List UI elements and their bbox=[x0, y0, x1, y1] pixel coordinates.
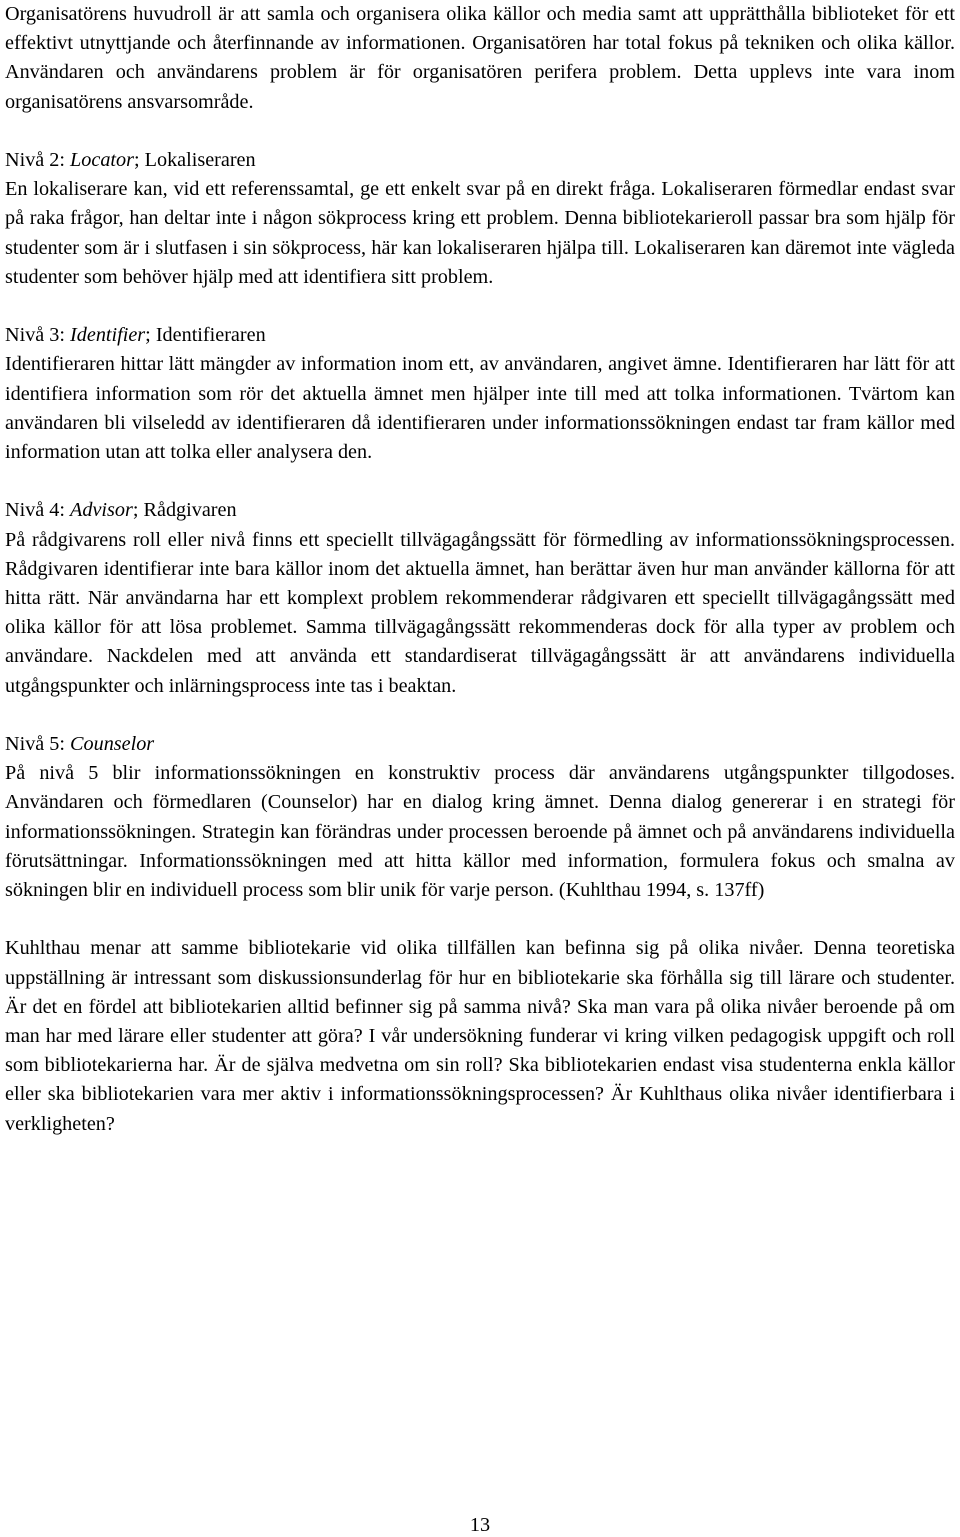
paragraph-gap bbox=[5, 701, 955, 730]
paragraph-gap bbox=[5, 905, 955, 934]
level-4-suffix: ; Rådgivaren bbox=[132, 499, 237, 522]
level-5-prefix: Nivå 5: bbox=[5, 733, 71, 756]
level-3-prefix: Nivå 3: bbox=[5, 324, 71, 347]
level-3-paragraph: Identifieraren hittar lätt mängder av information inom ett, av användaren, angivet ämne. Identifieraren har lätt för att identifiera information som rör det aktuella ämnet men hjälper inte till med att tolka informationen. Tvärtom kan användaren bli vilseledd av identifieraren då identifieraren under informationssökningen endast tar fram källor med information utan att tolka eller analysera den. bbox=[5, 353, 955, 464]
level-4-section bbox=[5, 496, 955, 700]
paragraph-gap bbox=[5, 467, 955, 496]
level-5-term: Counselor bbox=[70, 733, 155, 756]
level-5-heading bbox=[5, 730, 955, 759]
level-2-paragraph: En lokaliserare kan, vid ett referenssamtal, ge ett enkelt svar på en direkt fråga. Lokaliseraren förmedlar endast svar på raka frågor, han deltar inte i någon sökprocess kring ett problem. Denna bibliotekarieroll passar bra som hjälp för studenter som är i slutfasen i sin sökprocess, här kan lokaliseraren hjälpa till. Lokaliseraren kan däremot inte vägleda studenter som behöver hjälp med att identifiera sitt problem. bbox=[5, 178, 955, 288]
level-2-suffix: ; Lokaliseraren bbox=[133, 149, 256, 171]
level-3-section bbox=[5, 321, 955, 467]
paragraph-gap bbox=[5, 292, 955, 321]
document-page bbox=[5, 0, 955, 1139]
level-2-term: Locator bbox=[70, 149, 134, 171]
intro-paragraph: Organisatörens huvudroll är att samla och organisera olika källor och media samt att upprätthålla biblioteket för ett effektivt utnyttjande och återfinnande av informationen. Organisatören har total fokus på tekniken och olika källor. Användaren och användarens problem är för organisatören perifera problem. Detta upplevs inte vara inom organisatörens ansvarsområde. bbox=[5, 3, 955, 113]
closing-paragraph: Kuhlthau menar att samme bibliotekarie vid olika tillfällen kan befinna sig på olika nivåer. Denna teoretiska uppställning är intressant som diskussionsunderlag för hur en bibliotekarie ska förhålla sig till lärare och studenter. Är det en fördel att bibliotekarien alltid befinner sig på samma nivå? Ska man vara på olika nivåer beroende på om man har med lärare eller studenter att göra? I vår undersökning funderar vi kring vilken pedagogisk uppgift och roll som bibliotekarierna har. Är de själva medvetna om sin roll? Ska bibliotekarien endast visa studenterna enkla källor eller ska bibliotekarien vara mer aktiv i informationssökningsprocessen? Är Kuhlthaus olika nivåer identifierbara i verkligheten? bbox=[5, 937, 955, 1135]
level-4-paragraph: På rådgivarens roll eller nivå finns ett speciellt tillvägagångssätt för förmedling av informationssökningsprocessen. Rådgivaren identifierar inte bara källor inom det aktuella ämnet, han berättar även hur man använder källorna för att hitta rätt. När användarna har ett komplext problem rekommenderar rådgivaren ett speciellt tillvägagångssätt med olika källor för att lösa problemet. Samma tillvägagångssätt rekommenderas dock för alla typer av problem och användare. Nackdelen med att använda ett standardiserat tillvägagångssätt är att användarens individuella utgångspunkter och inlärningsprocess inte tas i beaktan. bbox=[5, 528, 955, 697]
level-4-heading bbox=[5, 496, 955, 525]
paragraph-gap bbox=[5, 117, 955, 146]
page-number: 13 bbox=[469, 1514, 491, 1536]
level-2-prefix: Nivå 2: bbox=[5, 149, 71, 171]
level-3-suffix: ; Identifieraren bbox=[145, 324, 266, 347]
level-5-section bbox=[5, 730, 955, 905]
level-2-heading bbox=[5, 146, 955, 175]
level-2-section bbox=[5, 146, 955, 292]
level-5-paragraph: På nivå 5 blir informationssökningen en konstruktiv process där användarens utgångspunkter tillgodoses. Användaren och förmedlaren (Counselor) har en dialog kring ämnet. Denna dialog genererar i en strategi för informationssökningen. Strategin kan förändras under processen beroende på ämnet och på användarens individuella förutsättningar. Informationssökningen med att hitta källor med information, formulera fokus och smalna av sökningen blir en individuell process som blir unik för varje person. (Kuhlthau 1994, s. 137ff) bbox=[5, 762, 955, 902]
level-4-prefix: Nivå 4: bbox=[5, 499, 71, 522]
level-3-term: Identifier bbox=[70, 324, 146, 347]
level-3-heading bbox=[5, 321, 955, 350]
level-4-term: Advisor bbox=[70, 499, 133, 522]
